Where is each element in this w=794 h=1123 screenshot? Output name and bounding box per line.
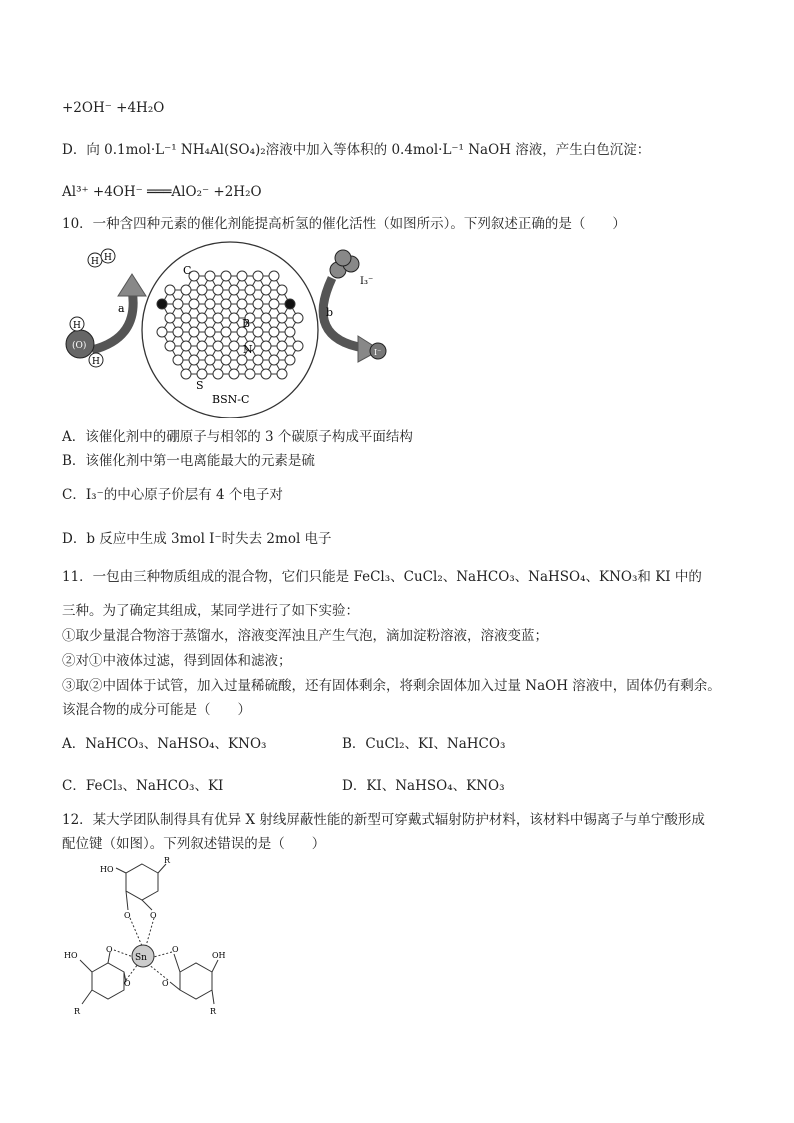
label-ho-top: HO xyxy=(100,865,114,874)
q11-step-2: ②对①中液体过滤，得到固体和滤液； xyxy=(62,653,292,669)
r-bond-left xyxy=(82,990,92,1004)
lattice-atom xyxy=(173,299,183,309)
lattice-atom xyxy=(173,327,183,337)
ho-bond-left xyxy=(80,960,92,972)
lattice-atom xyxy=(213,341,223,351)
lattice-atom xyxy=(181,369,191,379)
q11-option-c: C．FeCl₃、NaHCO₃、KI xyxy=(62,778,224,794)
label-sn: Sn xyxy=(135,953,147,963)
o-bond-right-2 xyxy=(170,982,180,990)
q11-option-b: B．CuCl₂、KI、NaHCO₃ xyxy=(342,736,506,752)
o-bond-top-2 xyxy=(142,900,152,910)
lattice-atom xyxy=(165,285,175,295)
lattice-atom xyxy=(269,327,279,337)
q11-option-d: D．KI、NaHSO₄、KNO₃ xyxy=(342,778,505,794)
ring-right xyxy=(180,963,212,999)
q11-step-3: ③取②中固体于试管，加入过量稀硫酸，还有固体剩余，将剩余固体加入过量 NaOH 溶液中，固体仍有剩余。 xyxy=(62,678,721,694)
lattice-atom xyxy=(165,341,175,351)
label-r-right: R xyxy=(210,1007,217,1016)
r-bond-top xyxy=(158,864,166,873)
label-o-top-2: O xyxy=(150,911,157,920)
lattice-atom xyxy=(197,313,207,323)
label-b: B xyxy=(242,317,251,330)
arrow-a-body xyxy=(92,290,133,350)
label-o-right-2: O xyxy=(162,979,169,988)
lattice-atom xyxy=(229,313,239,323)
ring-top xyxy=(126,864,158,900)
lattice-atom xyxy=(245,285,255,295)
i3-atom-3 xyxy=(335,250,351,266)
lattice-atom xyxy=(237,271,247,281)
arrow-a-head xyxy=(118,274,146,296)
catalyst-label: BSN-C xyxy=(212,393,250,406)
lattice-atom xyxy=(253,355,263,365)
lattice-atom xyxy=(221,327,231,337)
lattice-atom xyxy=(293,341,303,351)
lattice-atom xyxy=(277,285,287,295)
lattice-atom xyxy=(269,355,279,365)
label-i3: I₃⁻ xyxy=(360,276,374,287)
lattice-atom xyxy=(189,327,199,337)
label-o-top-1: O xyxy=(124,911,131,920)
lattice-atom xyxy=(189,355,199,365)
label-h1: H xyxy=(73,321,81,331)
label-ho-left: HO xyxy=(64,951,78,960)
lattice-atom xyxy=(205,327,215,337)
coord-bond-6 xyxy=(148,964,168,980)
label-o: (O) xyxy=(72,341,87,351)
label-r-left: R xyxy=(74,1007,81,1016)
lattice-atom xyxy=(221,271,231,281)
q12-stem-1: 12．某大学团队制得具有优异 X 射线屏蔽性能的新型可穿戴式辐射防护材料，该材料中锡离子与单宁酸形成 xyxy=(62,812,705,828)
lattice-atom xyxy=(245,369,255,379)
lattice-atom xyxy=(253,271,263,281)
prev-equation-tail: +2OH⁻ +4H₂O xyxy=(62,100,165,116)
lattice-atom xyxy=(285,327,295,337)
label-c: C xyxy=(183,264,192,277)
lattice-atom xyxy=(205,271,215,281)
label-r-top: R xyxy=(164,856,171,865)
lattice-atom xyxy=(261,341,271,351)
coord-bond-1 xyxy=(130,918,142,946)
q12-stem-2: 配位键（如图）。下列叙述错误的是（ ） xyxy=(62,836,326,852)
lattice-atom xyxy=(157,327,167,337)
label-h4: H xyxy=(104,253,112,263)
label-h2: H xyxy=(92,357,100,367)
prev-option-d-equation: Al³⁺ +4OH⁻ ═══AlO₂⁻ +2H₂O xyxy=(62,184,262,200)
label-s: S xyxy=(196,379,204,392)
lattice-atom xyxy=(237,355,247,365)
q11-ask: 该混合物的成分可能是（ ） xyxy=(62,702,251,718)
lattice-atom xyxy=(213,369,223,379)
r-bond-right xyxy=(212,990,214,1004)
lattice-atom xyxy=(229,369,239,379)
q10-option-b: B．该催化剂中第一电离能最大的元素是硫 xyxy=(62,453,315,469)
lattice-atom xyxy=(181,341,191,351)
q11-stem-2: 三种。为了确定其组成，某同学进行了如下实验： xyxy=(62,603,359,619)
lattice-atom xyxy=(197,341,207,351)
o-bond-right-1 xyxy=(174,954,180,972)
q11-option-a: A．NaHCO₃、NaHSO₄、KNO₃ xyxy=(62,736,267,752)
label-n: N xyxy=(243,343,253,356)
lattice-atom xyxy=(189,299,199,309)
lattice-atom xyxy=(261,369,271,379)
prev-option-d: D．向 0.1mol·L⁻¹ NH₄Al(SO₄)₂溶液中加入等体积的 0.4mol·L⁻¹ NaOH 溶液，产生白色沉淀： xyxy=(62,142,651,158)
lattice-atom xyxy=(197,369,207,379)
lattice-atom xyxy=(173,355,183,365)
label-b-arrow: b xyxy=(326,306,334,319)
q10-stem: 10．一种含四种元素的催化剂能提高析氢的催化活性（如图所示）。下列叙述正确的是（ ） xyxy=(62,216,626,232)
lattice-atom xyxy=(229,285,239,295)
lattice-atom xyxy=(213,285,223,295)
ho-bond-top xyxy=(116,868,126,873)
lattice-atom xyxy=(165,313,175,323)
q11-step-1: ①取少量混合物溶于蒸馏水，溶液变浑浊且产生气泡，滴加淀粉溶液，溶液变蓝； xyxy=(62,628,548,644)
lattice-atom xyxy=(277,369,287,379)
o-bond-top-1 xyxy=(126,891,128,910)
q11-stem-1: 11．一包由三种物质组成的混合物，它们只能是 FeCl₃、CuCl₂、NaHCO₃、NaHSO₄、KNO₃和 KI 中的 xyxy=(62,569,702,585)
lattice-atom xyxy=(181,285,191,295)
lattice-atom xyxy=(221,299,231,309)
lattice-atom xyxy=(277,341,287,351)
lattice-atom xyxy=(221,355,231,365)
lattice-atom xyxy=(205,299,215,309)
lattice-atom xyxy=(197,285,207,295)
lattice-atom xyxy=(253,299,263,309)
lattice-atom xyxy=(285,299,295,309)
lattice-atom xyxy=(269,299,279,309)
lattice-atom xyxy=(157,299,167,309)
ring-left xyxy=(92,963,124,999)
q10-option-a: A．该催化剂中的硼原子与相邻的 3 个碳原子构成平面结构 xyxy=(62,429,413,445)
q10-catalyst-figure xyxy=(62,238,402,418)
lattice-atom xyxy=(213,313,223,323)
lattice-atom xyxy=(181,313,191,323)
lattice-atom xyxy=(205,355,215,365)
lattice-atom xyxy=(261,313,271,323)
label-o-left-2: O xyxy=(124,979,131,988)
label-o-left-1: O xyxy=(106,945,113,954)
lattice-atom xyxy=(237,299,247,309)
label-i-minus: I⁻ xyxy=(374,348,382,357)
lattice-atom xyxy=(285,355,295,365)
label-h3: H xyxy=(91,257,99,267)
lattice xyxy=(157,271,303,379)
lattice-atom xyxy=(229,341,239,351)
lattice-atom xyxy=(253,327,263,337)
label-o-right-1: O xyxy=(172,945,179,954)
q10-option-c: C．I₃⁻的中心原子价层有 4 个电子对 xyxy=(62,487,283,503)
lattice-atom xyxy=(269,271,279,281)
lattice-atom xyxy=(277,313,287,323)
coord-bond-2 xyxy=(146,918,154,946)
oh-bond-right xyxy=(212,960,218,972)
lattice-atom xyxy=(293,313,303,323)
q10-option-d: D．b 反应中生成 3mol I⁻时失去 2mol 电子 xyxy=(62,531,332,547)
label-a: a xyxy=(118,302,125,315)
lattice-atom xyxy=(261,285,271,295)
coord-bond-4 xyxy=(126,964,138,980)
q12-sn-complex-figure xyxy=(62,854,232,1024)
label-oh-right: OH xyxy=(212,951,226,960)
